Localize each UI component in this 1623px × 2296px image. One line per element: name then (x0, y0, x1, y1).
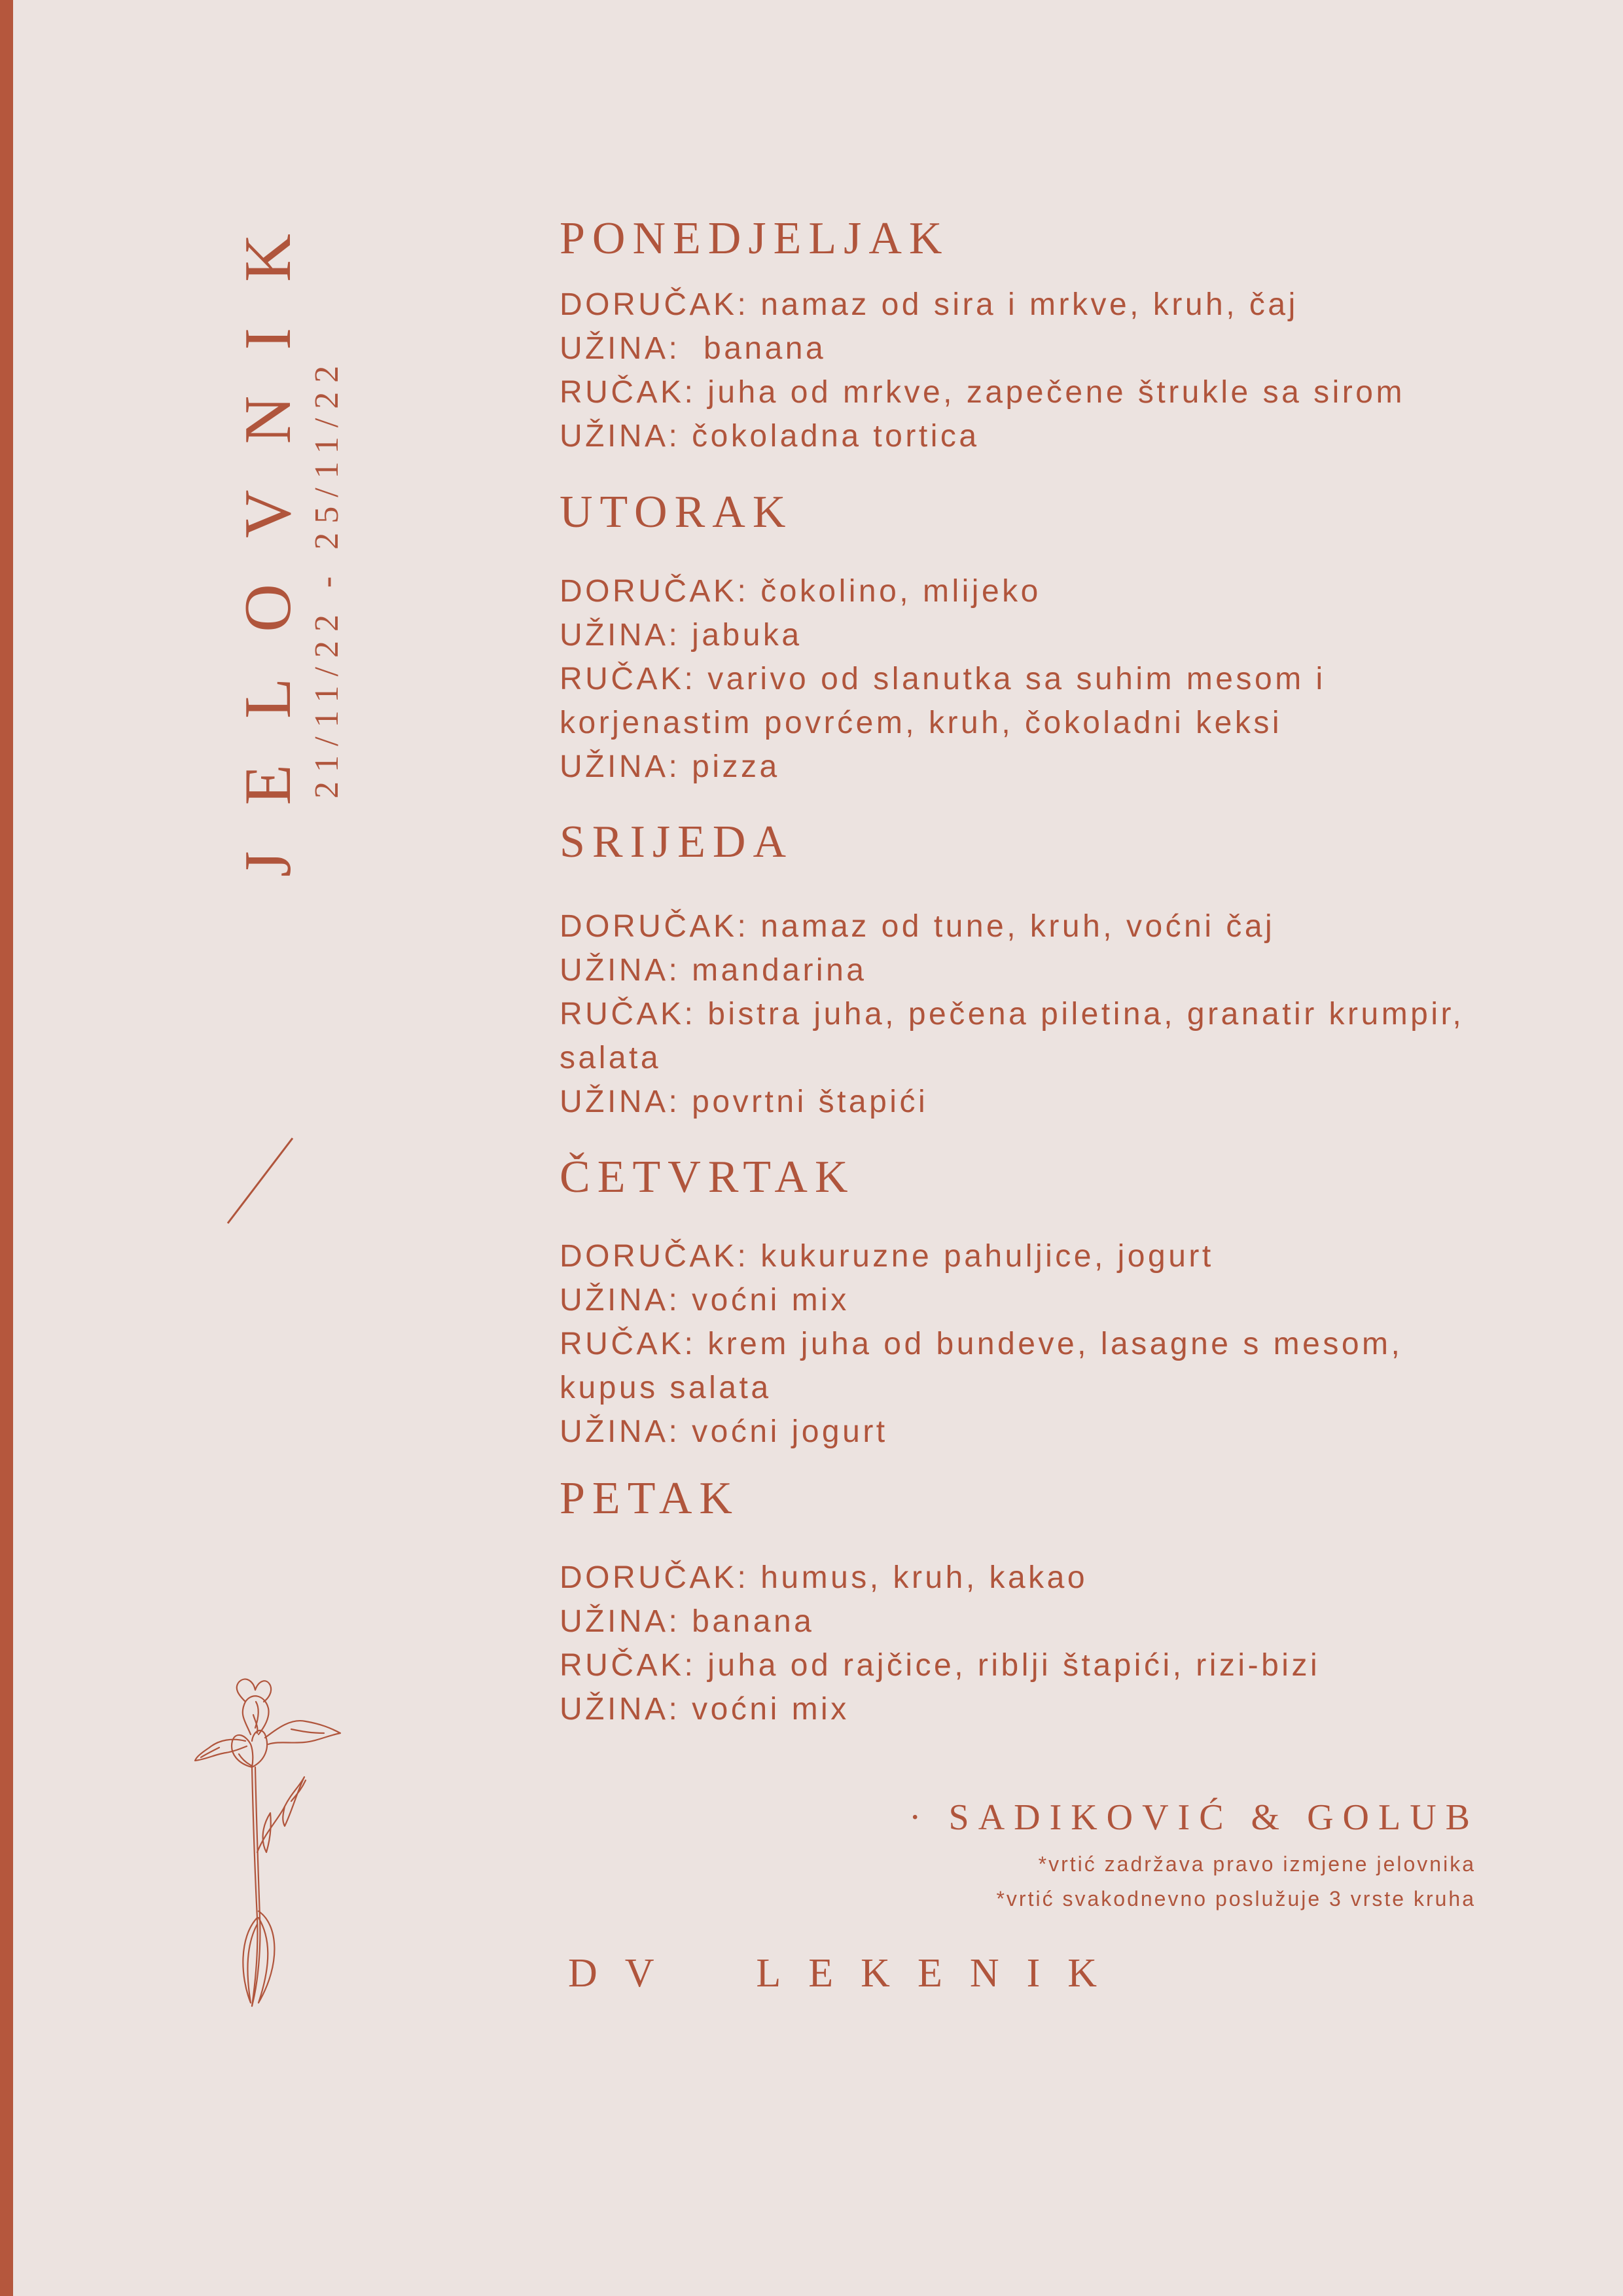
meal-line: RUČAK: juha od rajčice, riblji štapići, rizi-bizi (560, 1648, 1321, 1683)
meal-line: UŽINA: mandarina (560, 953, 867, 988)
meal-line: UŽINA: voćni mix (560, 1692, 849, 1727)
iris-flower-illustration (193, 1656, 344, 2009)
day-friday (560, 1469, 1320, 1731)
note-bread: *vrtić svakodnevno poslužuje 3 vrste kruha (996, 1887, 1476, 1910)
day-name: UTORAK (560, 487, 793, 537)
meal-line: DORUČAK: namaz od sira i mrkve, kruh, čaj (560, 287, 1298, 322)
meal-line: UŽINA: pizza (560, 749, 780, 784)
day-thursday (560, 1148, 1402, 1454)
meal-line: RUČAK: krem juha od bundeve, lasagne s mesom, (560, 1327, 1403, 1361)
meal-line: UŽINA: čokoladna tortica (560, 419, 980, 454)
meal-line: UŽINA: banana (560, 331, 827, 366)
title-rotated (229, 188, 347, 877)
menu-title: JELOVNIK (231, 188, 305, 877)
day-monday (560, 209, 1405, 458)
signature: · SADIKOVIĆ & GOLUB (908, 1797, 1479, 1838)
meal-line: UŽINA: povrtni štapići (560, 1085, 929, 1119)
left-accent-bar (0, 0, 13, 2296)
meal-line: DORUČAK: čokolino, mlijeko (560, 574, 1041, 609)
meal-line: UŽINA: voćni mix (560, 1283, 849, 1318)
meal-list (560, 283, 1405, 458)
day-name: PETAK (560, 1473, 740, 1524)
meal-line: RUČAK: juha od mrkve, zapečene štrukle sa sirom (560, 375, 1405, 410)
meal-line: DORUČAK: kukuruzne pahuljice, jogurt (560, 1239, 1214, 1274)
meal-line: UŽINA: banana (560, 1604, 815, 1639)
meal-line: UŽINA: jabuka (560, 618, 802, 653)
meal-line: DORUČAK: namaz od tune, kruh, voćni čaj (560, 909, 1275, 944)
meal-line: korjenastim povrćem, kruh, čokoladni keksi (560, 706, 1283, 740)
meal-line: salata (560, 1041, 662, 1075)
note-menu-change: *vrtić zadržava pravo izmjene jelovnika (1038, 1852, 1476, 1876)
meal-list (560, 569, 1326, 789)
day-name: PONEDJELJAK (560, 213, 950, 264)
slash-divider (226, 1136, 294, 1225)
meal-line: DORUČAK: humus, kruh, kakao (560, 1560, 1088, 1595)
meal-line: UŽINA: voćni jogurt (560, 1414, 888, 1449)
meal-line: kupus salata (560, 1371, 772, 1405)
day-tuesday (560, 483, 1326, 789)
meal-line: RUČAK: bistra juha, pečena piletina, granatir krumpir, (560, 997, 1465, 1031)
meal-line: RUČAK: varivo od slanutka sa suhim mesom i (560, 662, 1326, 696)
meal-list (560, 1234, 1402, 1454)
day-name: ČETVRTAK (560, 1152, 855, 1202)
day-name: SRIJEDA (560, 817, 794, 867)
title-block (229, 188, 386, 877)
meal-list (560, 1556, 1320, 1731)
day-wednesday (560, 813, 1464, 1124)
meal-list (560, 905, 1464, 1124)
kindergarten-name: DV LEKENIK (568, 1951, 1125, 1996)
date-range: 21/11/22 - 25/11/22 (308, 356, 346, 798)
